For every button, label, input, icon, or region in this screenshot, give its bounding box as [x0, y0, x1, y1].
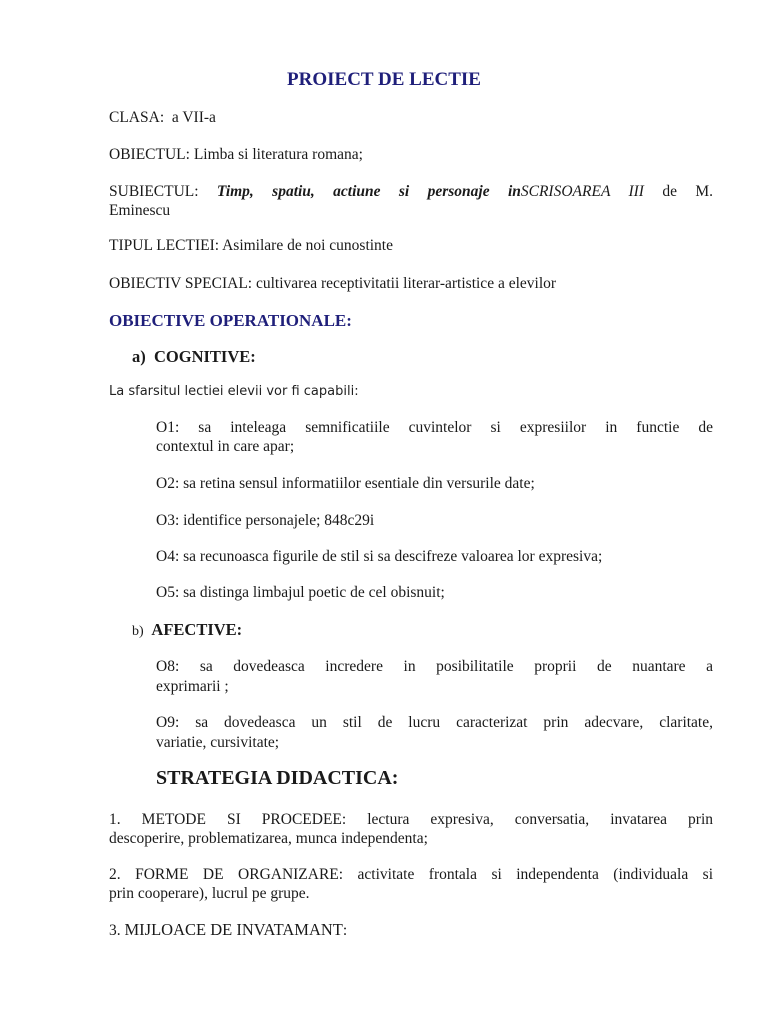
strategia-forme-line1: [109, 865, 713, 885]
subiectul-author-prefix: de M.: [662, 183, 713, 200]
cognitive-intro: La sfarsitul lectiei elevii vor fi capabili:: [109, 384, 359, 399]
strategia-forme-text: activitate frontala si independenta (individuala si: [357, 866, 713, 883]
clasa-label: CLASA:: [109, 109, 165, 126]
objective-o4: O4: sa recunoasca figurile de stil si sa descifreze valoarea lor expresiva;: [156, 548, 603, 565]
afective-heading: AFECTIVE:: [151, 620, 243, 639]
objective-o1-line1: O1: sa inteleaga semnificatiile cuvintelor si expresiilor in functie de: [156, 419, 713, 436]
subiectul-work: SCRISOAREA III: [520, 183, 644, 200]
subiectul-topic: Timp, spatiu, actiune si personaje in: [216, 183, 521, 200]
strategia-metode-label: 1. METODE SI PROCEDEE:: [109, 811, 347, 828]
cognitive-heading-line: [132, 347, 256, 367]
subiectul-label: SUBIECTUL:: [109, 183, 199, 200]
strategia-heading: STRATEGIA DIDACTICA:: [156, 767, 399, 789]
mijloace-label: MIJLOACE DE INVATAMANT: [124, 920, 343, 939]
obiectiv-special-line: [109, 274, 556, 294]
tipul-line: [109, 236, 393, 256]
subiectul-line: [109, 182, 713, 202]
obiectiv-special-label: OBIECTIV SPECIAL:: [109, 275, 253, 292]
objective-o8-line1: O8: sa dovedeasca incredere in posibilitatile proprii de nuantare a: [156, 658, 713, 675]
objective-o8-line2: exprimarii ;: [156, 678, 229, 695]
obiectiv-special-value: cultivarea receptivitatii literar-artistice a elevilor: [255, 275, 557, 292]
objective-o1-line2: contextul in care apar;: [156, 438, 295, 455]
cognitive-marker: a): [132, 347, 146, 366]
objective-o2: O2: sa retina sensul informatiilor esentiale din versurile date;: [156, 475, 535, 492]
obiectul-label: OBIECTUL:: [109, 146, 190, 163]
mijloace-number: 3.: [109, 922, 121, 939]
strategia-forme-line2: prin cooperare), lucrul pe grupe.: [109, 885, 310, 902]
objective-o3: O3: identifice personajele; 848c29i: [156, 512, 375, 529]
objective-o5: O5: sa distinga limbajul poetic de cel obisnuit;: [156, 584, 445, 601]
strategia-metode-text: lectura expresiva, conversatia, invatarea prin: [367, 811, 713, 828]
tipul-label: TIPUL LECTIEI:: [109, 237, 220, 254]
afective-heading-line: [132, 620, 242, 642]
strategia-metode-line2: descoperire, problematizarea, munca independenta;: [109, 830, 428, 847]
obiective-heading: OBIECTIVE OPERATIONALE:: [109, 311, 352, 330]
clasa-value: a VII-a: [171, 109, 216, 126]
objective-o9-line1: O9: sa dovedeasca un stil de lucru caracterizat prin adecvare, claritate,: [156, 714, 713, 731]
afective-marker: b): [132, 624, 144, 639]
clasa-line: [109, 108, 216, 128]
strategia-forme-label: 2. FORME DE ORGANIZARE:: [109, 866, 344, 883]
obiectul-value: Limba si literatura romana;: [193, 146, 363, 163]
obiectul-line: [109, 145, 363, 165]
subiectul-author: Eminescu: [109, 202, 171, 219]
objective-o9-line2: variatie, cursivitate;: [156, 734, 280, 751]
mijloace-suffix: :: [342, 922, 348, 939]
strategia-metode-line1: [109, 810, 713, 830]
cognitive-heading: COGNITIVE:: [154, 347, 256, 366]
tipul-value: Asimilare de noi cunostinte: [222, 237, 393, 254]
page-title: PROIECT DE LECTIE: [287, 69, 481, 90]
mijloace-line: [109, 920, 347, 941]
